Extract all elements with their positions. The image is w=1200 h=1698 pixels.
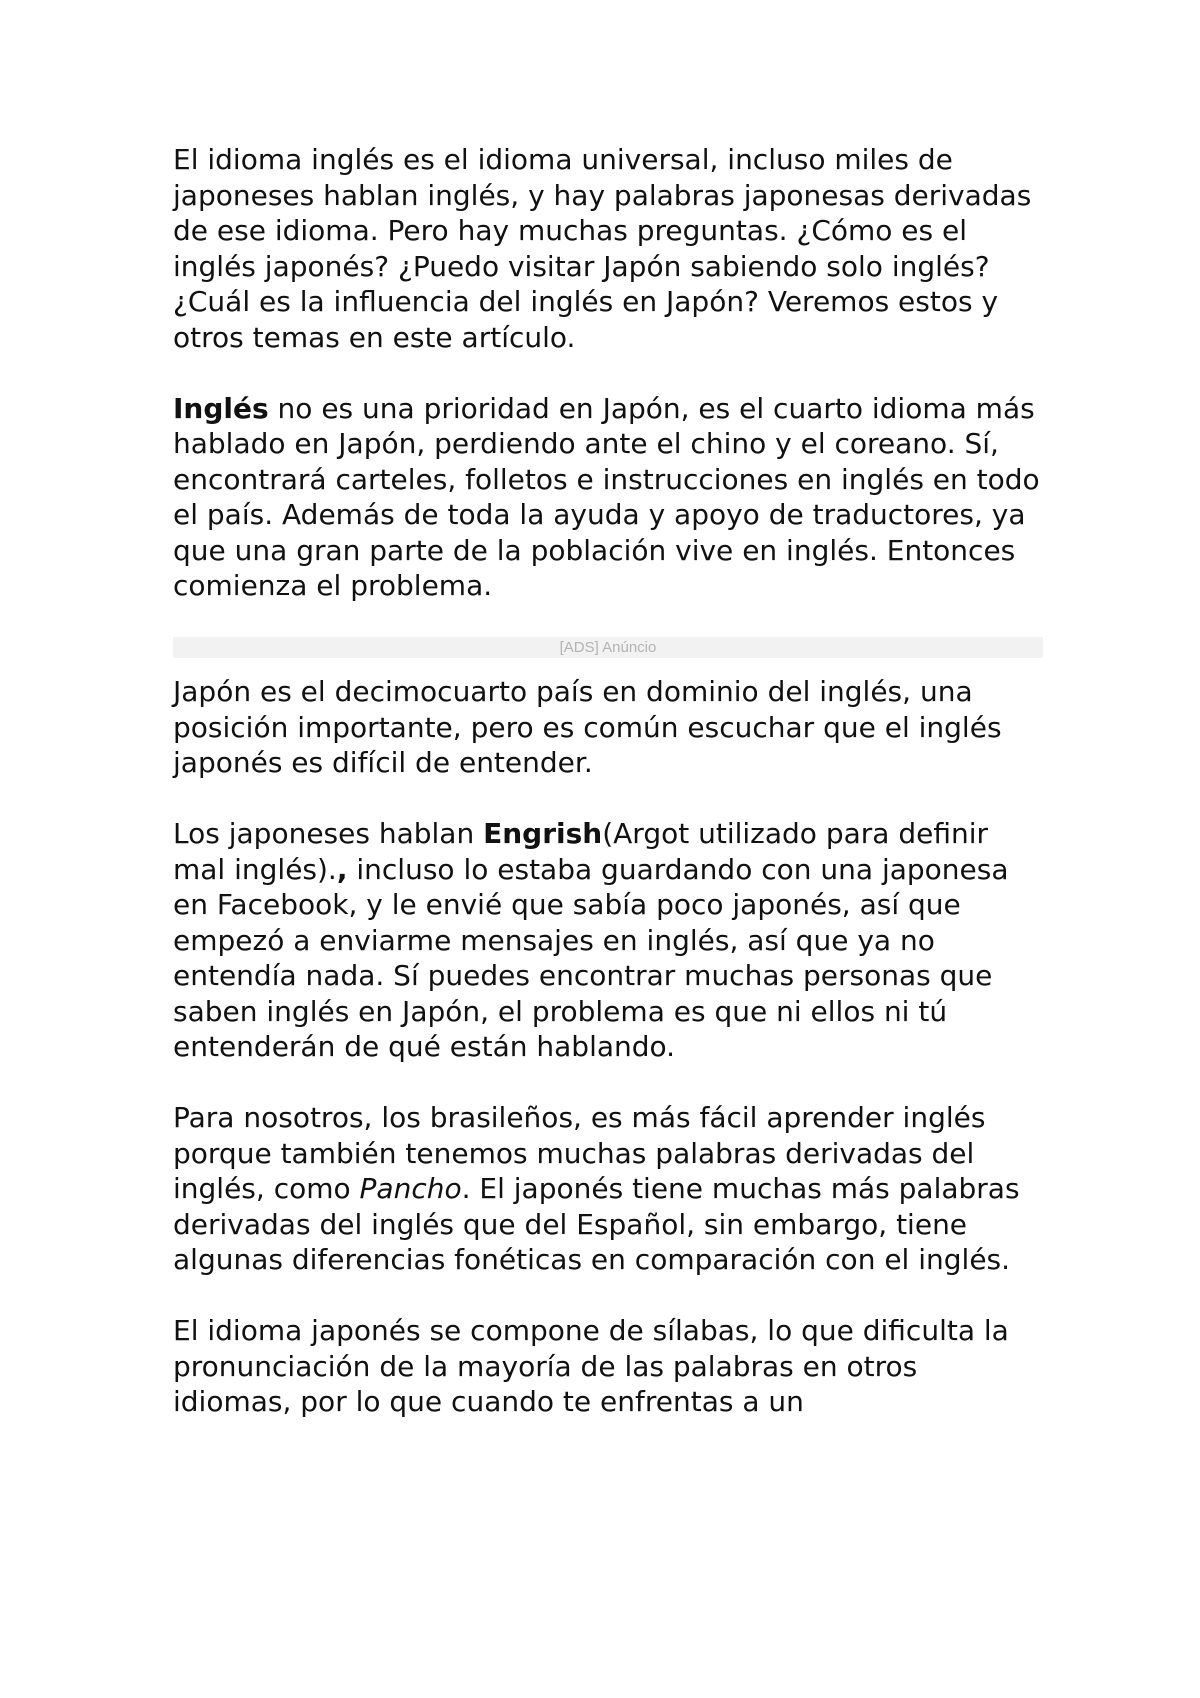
paragraph-ranking: Japón es el decimocuarto país en dominio del inglés, una posición importante, pero es común escuchar que el inglés japonés es difícil de entender. bbox=[173, 675, 1002, 779]
paragraph-syllables: El idioma japonés se compone de sílabas, lo que dificulta la pronunciación de la mayoría de las palabras en otros idiomas, por lo que cuando te enfrentas a un bbox=[173, 1314, 1009, 1418]
paragraph-engrish-rest: incluso lo estaba guardando con una japonesa en Facebook, y le envié que sabía poco japonés, así que empezó a enviarme mensajes en inglés, así que ya no entendía nada. Sí puedes encontrar muchas personas que saben inglés en Japón, el problema es que ni ellos ni tú entenderán de qué están hablando. bbox=[173, 852, 1009, 1063]
article-body bbox=[173, 142, 1043, 1455]
paragraph-brazilians-rest: . El japonés tiene muchas más palabras derivadas del inglés que del Español, sin embargo, tiene algunas diferencias fonéticas en comparación con el inglés. bbox=[173, 1172, 1020, 1276]
paragraph-priority bbox=[173, 391, 1043, 604]
paragraph-engrish-start: Los japoneses hablan bbox=[173, 817, 484, 850]
bold-comma: , bbox=[336, 852, 348, 886]
paragraph-brazilians-start: Para nosotros, los brasileños, es más fácil aprender inglés porque también tenemos muchas palabras derivadas del inglés, como bbox=[173, 1101, 986, 1205]
ad-banner[interactable]: [ADS] Anúncio bbox=[173, 637, 1043, 658]
bold-term-ingles: Inglés bbox=[173, 391, 269, 425]
paragraph-engrish-definition: (Argot utilizado para definir mal inglés). bbox=[173, 817, 988, 886]
paragraph-engrish bbox=[173, 816, 1043, 1065]
italic-term-pancho: Pancho bbox=[359, 1172, 462, 1205]
paragraph-brazilians bbox=[173, 1100, 1043, 1278]
paragraph-intro: El idioma inglés es el idioma universal, incluso miles de japoneses hablan inglés, y hay palabras japonesas derivadas de ese idioma. Pero hay muchas preguntas. ¿Cómo es el inglés japonés? ¿Puedo visitar Japón sabiendo solo inglés? ¿Cuál es la influencia del inglés en Japón? Veremos estos y otros temas en este artículo. bbox=[173, 143, 1032, 354]
bold-term-engrish: Engrish bbox=[483, 817, 603, 850]
paragraph-priority-text: no es una prioridad en Japón, es el cuarto idioma más hablado en Japón, perdiendo ante el chino y el coreano. Sí, encontrará carteles, folletos e instrucciones en inglés en todo el país. Además de toda la ayuda y apoyo de traductores, ya que una gran parte de la población vive en inglés. Entonces comienza el problema. bbox=[173, 391, 1040, 602]
